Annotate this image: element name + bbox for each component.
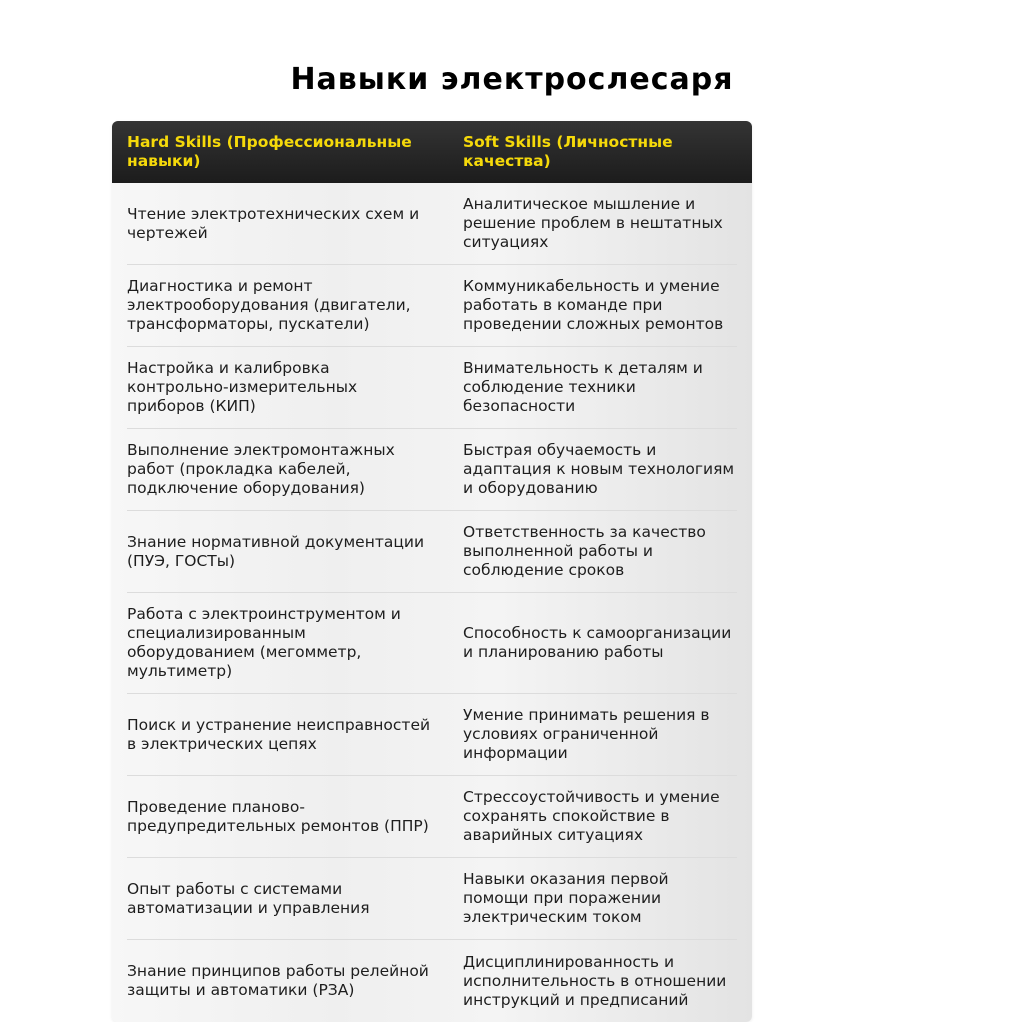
table-row [127, 593, 737, 694]
table-row [127, 694, 737, 776]
soft-skill-cell: Внимательность к деталям и соблюдение техники безопасности [463, 359, 703, 415]
hard-skill-cell: Выполнение электромонтажных работ (прокладка кабелей, подключение оборудования) [127, 441, 395, 497]
soft-skill-cell: Навыки оказания первой помощи при поражении электрическим током [463, 870, 669, 926]
header-hard-skills: Hard Skills (Профессиональные навыки) [127, 133, 412, 170]
soft-skill-cell: Коммуникабельность и умение работать в команде при проведении сложных ремонтов [463, 277, 724, 333]
table-row [127, 429, 737, 511]
soft-skill-cell: Быстрая обучаемость и адаптация к новым технологиям и оборудованию [463, 441, 735, 497]
hard-skill-cell: Диагностика и ремонт электрооборудования (двигатели, трансформаторы, пускатели) [127, 277, 411, 333]
page-title: Навыки электрослесаря [290, 62, 734, 97]
soft-skill-cell: Аналитическое мышление и решение проблем в нештатных ситуациях [463, 195, 723, 251]
hard-skill-cell: Работа с электроинструментом и специализированным оборудованием (мегомметр, мультиметр) [127, 605, 401, 680]
table-row [127, 776, 737, 858]
header-soft-skills: Soft Skills (Личностные качества) [463, 133, 673, 170]
soft-skill-cell: Способность к самоорганизации и планированию работы [463, 624, 732, 661]
table-row [127, 347, 737, 429]
table-body [112, 183, 752, 1022]
hard-skill-cell: Проведение планово-предупредительных ремонтов (ППР) [127, 797, 429, 835]
table-row [127, 858, 737, 940]
table-row [127, 265, 737, 347]
soft-skill-cell: Умение принимать решения в условиях ограниченной информации [463, 706, 710, 762]
skills-table [112, 121, 752, 1022]
table-header-row [112, 121, 752, 183]
table-row [127, 511, 737, 593]
table-row [127, 940, 737, 1022]
hard-skill-cell: Опыт работы с системами автоматизации и управления [127, 879, 370, 917]
soft-skill-cell: Дисциплинированность и исполнительность в отношении инструкций и предписаний [463, 952, 727, 1009]
hard-skill-cell: Поиск и устранение неисправностей в электрических цепях [127, 715, 431, 753]
table-row [127, 183, 737, 265]
soft-skill-cell: Ответственность за качество выполненной работы и соблюдение сроков [463, 523, 706, 579]
soft-skill-cell: Стрессоустойчивость и умение сохранять спокойствие в аварийных ситуациях [463, 788, 720, 844]
hard-skill-cell: Настройка и калибровка контрольно-измерительных приборов (КИП) [127, 359, 358, 415]
hard-skill-cell: Чтение электротехнических схем и чертежей [127, 204, 420, 242]
hard-skill-cell: Знание принципов работы релейной защиты и автоматики (РЗА) [127, 962, 429, 999]
hard-skill-cell: Знание нормативной документации (ПУЭ, ГОСТы) [127, 532, 425, 570]
